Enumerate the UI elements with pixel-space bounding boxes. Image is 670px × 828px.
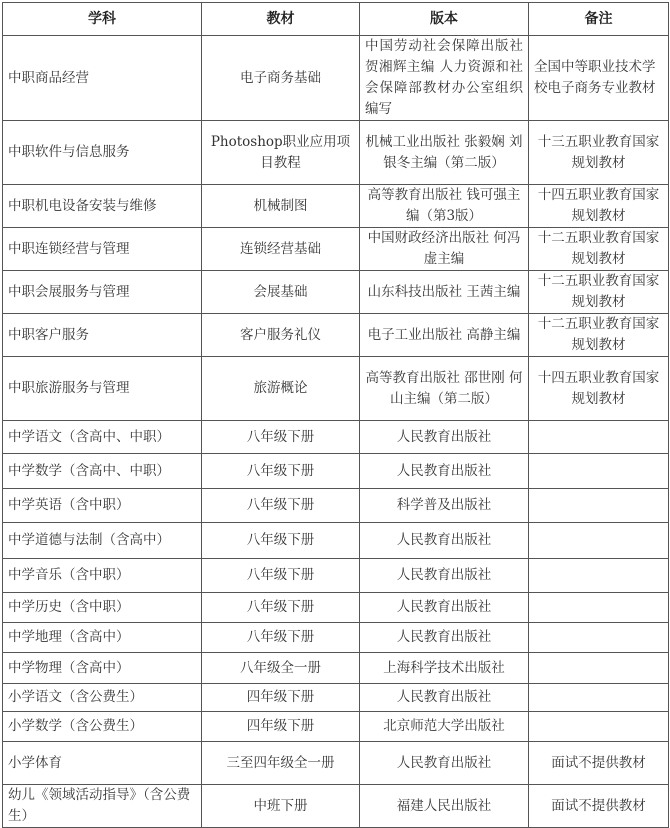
edition-cell: 中国劳动社会保障出版社 贺湘辉主编 人力资源和社会保障部教材办公室组织编写	[360, 36, 529, 121]
subject-cell: 中职会展服务与管理	[3, 271, 202, 314]
textbook-cell: Photoshop职业应用项目教程	[202, 121, 360, 185]
edition-cell: 福建人民出版社	[360, 785, 529, 828]
edition-cell: 北京师范大学出版社	[360, 712, 529, 742]
table-row	[3, 357, 669, 421]
header-textbook: 教材	[202, 3, 360, 36]
table-row	[3, 523, 669, 559]
subject-cell: 小学体育	[3, 742, 202, 785]
table-row	[3, 742, 669, 785]
textbook-cell: 八年级下册	[202, 623, 360, 653]
edition-cell: 人民教育出版社	[360, 684, 529, 712]
textbook-cell: 会展基础	[202, 271, 360, 314]
subject-cell: 中职机电设备安装与维修	[3, 185, 202, 228]
note-cell	[529, 684, 669, 712]
note-cell: 十四五职业教育国家规划教材	[529, 357, 669, 421]
subject-cell: 中学数学（含高中、中职）	[3, 454, 202, 489]
note-cell	[529, 523, 669, 559]
edition-cell: 人民教育出版社	[360, 742, 529, 785]
table-row	[3, 314, 669, 357]
note-cell: 十二五职业教育国家规划教材	[529, 271, 669, 314]
note-cell	[529, 653, 669, 684]
textbook-cell: 八年级下册	[202, 523, 360, 559]
note-cell	[529, 454, 669, 489]
subject-cell: 幼儿《领域活动指导》（含公费生）	[3, 785, 202, 828]
textbook-cell: 八年级下册	[202, 593, 360, 623]
textbook-cell: 四年级下册	[202, 712, 360, 742]
textbook-cell: 连锁经营基础	[202, 228, 360, 271]
edition-cell: 机械工业出版社 张毅娴 刘银冬主编（第二版）	[360, 121, 529, 185]
table-row	[3, 271, 669, 314]
textbook-cell: 八年级下册	[202, 454, 360, 489]
note-cell: 面试不提供教材	[529, 785, 669, 828]
header-subject: 学科	[3, 3, 202, 36]
edition-cell: 电子工业出版社 高静主编	[360, 314, 529, 357]
edition-cell: 人民教育出版社	[360, 623, 529, 653]
table-row	[3, 559, 669, 593]
edition-cell: 科学普及出版社	[360, 489, 529, 523]
note-cell: 全国中等职业技术学校电子商务专业教材	[529, 36, 669, 121]
edition-cell: 人民教育出版社	[360, 523, 529, 559]
table-row	[3, 121, 669, 185]
subject-cell: 中学英语（含中职）	[3, 489, 202, 523]
textbook-table	[2, 2, 669, 828]
textbook-cell: 八年级下册	[202, 421, 360, 454]
subject-cell: 中职连锁经营与管理	[3, 228, 202, 271]
textbook-cell: 四年级下册	[202, 684, 360, 712]
note-cell	[529, 623, 669, 653]
table-row	[3, 421, 669, 454]
note-cell	[529, 712, 669, 742]
textbook-cell: 八年级下册	[202, 489, 360, 523]
textbook-cell: 中班下册	[202, 785, 360, 828]
table-row	[3, 684, 669, 712]
subject-cell: 中职旅游服务与管理	[3, 357, 202, 421]
subject-cell: 小学数学（含公费生）	[3, 712, 202, 742]
textbook-cell: 旅游概论	[202, 357, 360, 421]
note-cell	[529, 489, 669, 523]
header-edition: 版本	[360, 3, 529, 36]
note-cell: 十二五职业教育国家规划教材	[529, 314, 669, 357]
subject-cell: 中职商品经营	[3, 36, 202, 121]
note-cell	[529, 593, 669, 623]
subject-cell: 中学历史（含中职）	[3, 593, 202, 623]
table-row	[3, 623, 669, 653]
edition-cell: 人民教育出版社	[360, 593, 529, 623]
textbook-cell: 八年级全一册	[202, 653, 360, 684]
table-row	[3, 36, 669, 121]
edition-cell: 上海科学技术出版社	[360, 653, 529, 684]
note-cell: 面试不提供教材	[529, 742, 669, 785]
subject-cell: 中学语文（含高中、中职）	[3, 421, 202, 454]
edition-cell: 人民教育出版社	[360, 454, 529, 489]
table-row	[3, 185, 669, 228]
table-row	[3, 228, 669, 271]
subject-cell: 中学道德与法制（含高中）	[3, 523, 202, 559]
note-cell: 十二五职业教育国家规划教材	[529, 228, 669, 271]
subject-cell: 中学物理（含高中）	[3, 653, 202, 684]
subject-cell: 中职软件与信息服务	[3, 121, 202, 185]
subject-cell: 中学音乐（含中职）	[3, 559, 202, 593]
header-row	[3, 3, 669, 36]
table-row	[3, 454, 669, 489]
edition-cell: 中国财政经济出版社 何冯虚主编	[360, 228, 529, 271]
note-cell	[529, 559, 669, 593]
table-row	[3, 712, 669, 742]
table-row	[3, 593, 669, 623]
textbook-cell: 机械制图	[202, 185, 360, 228]
textbook-cell: 电子商务基础	[202, 36, 360, 121]
textbook-cell: 三至四年级全一册	[202, 742, 360, 785]
textbook-cell: 客户服务礼仪	[202, 314, 360, 357]
note-cell: 十四五职业教育国家规划教材	[529, 185, 669, 228]
table-row	[3, 489, 669, 523]
table-row	[3, 785, 669, 828]
table-row	[3, 653, 669, 684]
subject-cell: 中学地理（含高中）	[3, 623, 202, 653]
subject-cell: 小学语文（含公费生）	[3, 684, 202, 712]
note-cell: 十三五职业教育国家规划教材	[529, 121, 669, 185]
edition-cell: 高等教育出版社 钱可强主编（第3版）	[360, 185, 529, 228]
edition-cell: 山东科技出版社 王茜主编	[360, 271, 529, 314]
header-note: 备注	[529, 3, 669, 36]
textbook-cell: 八年级下册	[202, 559, 360, 593]
edition-cell: 人民教育出版社	[360, 421, 529, 454]
edition-cell: 高等教育出版社 邵世刚 何山主编（第二版）	[360, 357, 529, 421]
edition-cell: 人民教育出版社	[360, 559, 529, 593]
note-cell	[529, 421, 669, 454]
subject-cell: 中职客户服务	[3, 314, 202, 357]
